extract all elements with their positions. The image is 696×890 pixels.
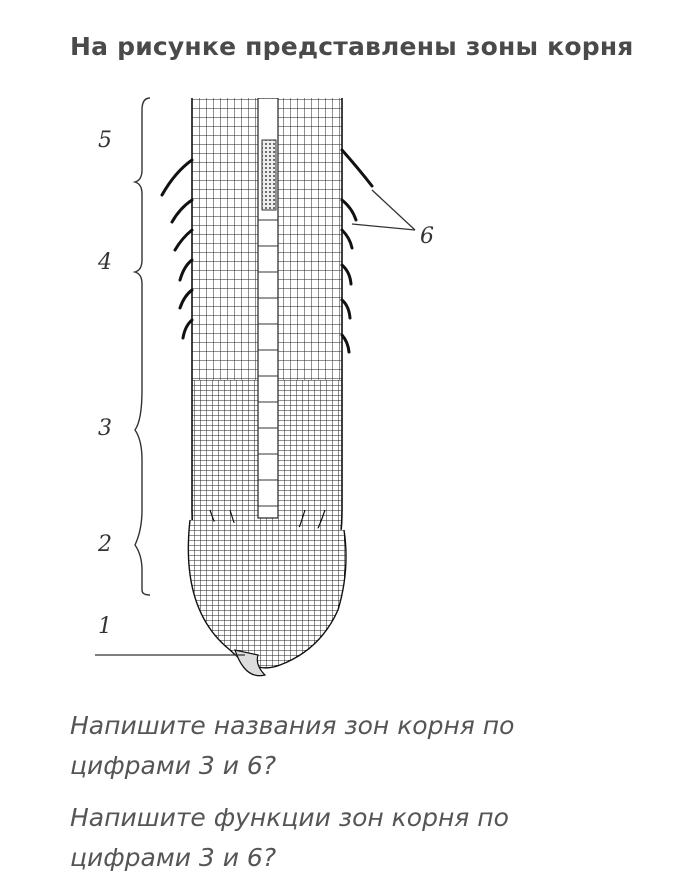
- question-2-line-1: Напишите функции зон корня по: [70, 803, 509, 832]
- zone-braces: [135, 98, 150, 595]
- question-1-line-2: цифрами 3 и 6?: [70, 751, 277, 780]
- zone-label-4: 4: [98, 250, 112, 275]
- zone-label-3: 3: [98, 416, 112, 441]
- page-title: На рисунке представлены зоны корня: [70, 32, 634, 61]
- question-2: [70, 798, 650, 878]
- zone-label-5: 5: [98, 128, 112, 153]
- zone-label-6: 6: [420, 224, 434, 249]
- zone-label-1: 1: [98, 614, 112, 639]
- zone-label-2: 2: [98, 532, 112, 557]
- root-cap: [188, 520, 346, 668]
- root-illustration: [80, 90, 500, 690]
- question-2-line-2: цифрами 3 и 6?: [70, 843, 277, 872]
- question-1: [70, 706, 650, 786]
- question-1-line-1: Напишите названия зон корня по: [70, 711, 515, 740]
- root-zones-diagram: [80, 90, 500, 690]
